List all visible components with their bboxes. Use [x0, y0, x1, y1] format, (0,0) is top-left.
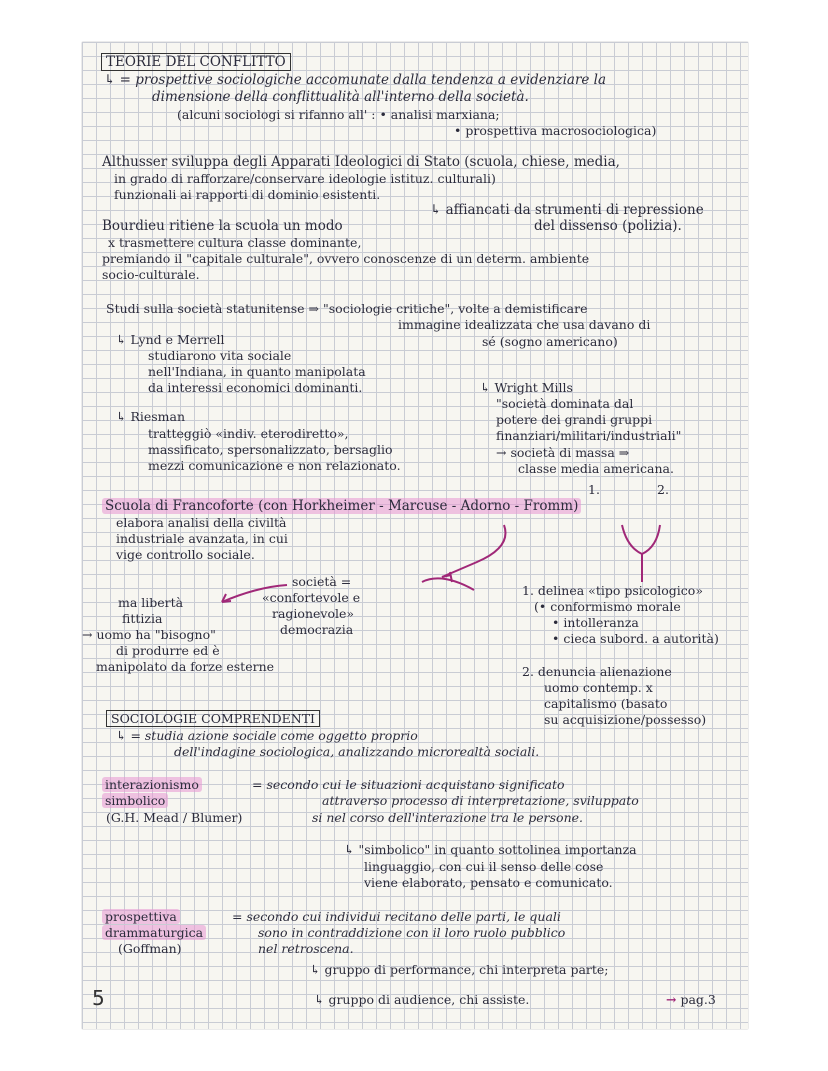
- line: ↳ Lynd e Merrell: [116, 332, 225, 347]
- line: di produrre ed è: [116, 643, 220, 658]
- line: potere dei grandi gruppi: [496, 412, 653, 427]
- line: viene elaborato, pensato e comunicato.: [364, 875, 613, 890]
- line: si nel corso dell'interazione tra le persone.: [312, 810, 584, 825]
- line: nell'Indiana, in quanto manipolata: [148, 364, 366, 379]
- line: (• conformismo morale: [534, 599, 681, 614]
- line: massificato, spersonalizzato, bersaglio: [148, 442, 393, 457]
- line: democrazia: [280, 622, 354, 637]
- line: [666, 992, 716, 1008]
- line: ↳ gruppo di audience, chi assiste.: [314, 992, 530, 1007]
- line: fittizia: [122, 611, 163, 626]
- line: classe media americana.: [518, 461, 674, 476]
- line: in grado di rafforzare/conservare ideologie istituz. culturali): [114, 171, 496, 186]
- line: = secondo cui individui recitano delle parti, le quali: [232, 909, 561, 924]
- prospettiva-term: prospettiva: [102, 909, 180, 924]
- simbolico-term: simbolico: [102, 793, 168, 808]
- line: "società dominata dal: [496, 396, 634, 411]
- page-reference: pag.3: [680, 992, 716, 1007]
- line: Bourdieu ritiene la scuola un modo: [102, 218, 343, 234]
- line: sono in contraddizione con il loro ruolo pubblico: [258, 925, 566, 940]
- line: → uomo ha "bisogno": [82, 627, 216, 642]
- line: società =: [292, 574, 352, 589]
- line: (alcuni sociologi si rifanno all' : • analisi marxiana;: [177, 107, 500, 122]
- line: «confortevole e: [262, 590, 361, 605]
- line: [102, 909, 180, 925]
- line: mezzi comunicazione e non relazionato.: [148, 458, 401, 473]
- line: industriale avanzata, in cui: [116, 531, 288, 546]
- frankfurt-school-heading: Scuola di Francoforte (con Horkheimer - Marcuse - Adorno - Fromm): [102, 498, 581, 514]
- line: (Goffman): [118, 941, 182, 956]
- notebook-page: [82, 42, 748, 1029]
- line: attraverso processo di interpretazione, sviluppato: [322, 793, 639, 808]
- line: finanziari/militari/industriali": [496, 428, 682, 443]
- line: [102, 777, 202, 793]
- line: ↳ Riesman: [116, 409, 186, 424]
- line: ragionevole»: [272, 606, 355, 621]
- line: ↳ Wright Mills: [480, 380, 573, 395]
- page-number: 5: [92, 986, 105, 1010]
- line: funzionali ai rapporti di dominio esistenti.: [114, 187, 381, 202]
- line: premiando il "capitale culturale", ovvero conoscenze di un determ. ambiente: [102, 251, 590, 266]
- line: ↳ gruppo di performance, chi interpreta parte;: [310, 962, 609, 977]
- line: Studi sulla società statunitense ⇒ "sociologie critiche", volte a demistificare: [106, 301, 588, 316]
- line: vige controllo sociale.: [116, 547, 255, 562]
- line: → società di massa ⇒: [496, 445, 630, 460]
- line: 1. delinea «tipo psicologico»: [522, 583, 703, 598]
- line: [102, 498, 581, 514]
- line: ↳ = prospettive sociologiche accomunate dalla tendenza a evidenziare la: [104, 72, 607, 88]
- line: [102, 925, 206, 941]
- line: dimensione della conflittualità all'interno della società.: [152, 89, 529, 105]
- drammaturgica-term: drammaturgica: [102, 925, 206, 940]
- line: (G.H. Mead / Blumer): [106, 810, 243, 825]
- line: Althusser sviluppa degli Apparati Ideologici di Stato (scuola, chiese, media,: [102, 154, 620, 170]
- line: socio-culturale.: [102, 267, 200, 282]
- line: 2.: [657, 482, 669, 497]
- arrow-icon: →: [666, 992, 677, 1007]
- title-text: SOCIOLOGIE COMPRENDENTI: [106, 710, 320, 727]
- line: 1.: [588, 482, 600, 497]
- line: elabora analisi della civiltà: [116, 515, 287, 530]
- line: ↳ "simbolico" in quanto sottolinea importanza: [344, 842, 637, 857]
- line: x trasmettere cultura classe dominante,: [108, 235, 362, 250]
- line: 2. denuncia alienazione: [522, 664, 672, 679]
- line: sé (sogno americano): [482, 334, 618, 349]
- section-title-comprendenti: [106, 711, 320, 727]
- line: • intolleranza: [552, 615, 639, 630]
- line: manipolato da forze esterne: [96, 659, 275, 674]
- line: • cieca subord. a autorità): [552, 631, 719, 646]
- line: uomo contemp. x: [544, 680, 653, 695]
- section-title-conflict: [101, 54, 291, 70]
- line: nel retroscena.: [258, 941, 354, 956]
- line: ma libertà: [118, 595, 184, 610]
- line: ↳ affiancati da strumenti di repressione: [430, 202, 704, 218]
- line: da interessi economici dominanti.: [148, 380, 363, 395]
- line: [102, 793, 168, 809]
- line: immagine idealizzata che usa davano di: [398, 317, 651, 332]
- line: su acquisizione/possesso): [544, 712, 707, 727]
- line: = secondo cui le situazioni acquistano significato: [252, 777, 565, 792]
- line: linguaggio, con cui il senso delle cose: [364, 859, 604, 874]
- line: studiarono vita sociale: [148, 348, 292, 363]
- title-text: TEORIE DEL CONFLITTO: [101, 53, 291, 71]
- line: tratteggiò «indiv. eterodiretto»,: [148, 426, 349, 441]
- line: capitalismo (basato: [544, 696, 668, 711]
- line: dell'indagine sociologica, analizzando microrealtà sociali.: [174, 744, 540, 759]
- line: del dissenso (polizia).: [534, 218, 682, 234]
- line: • prospettiva macrosociologica): [454, 123, 657, 138]
- line: ↳ = studia azione sociale come oggetto proprio: [116, 728, 418, 743]
- interazionismo-term: interazionismo: [102, 777, 202, 792]
